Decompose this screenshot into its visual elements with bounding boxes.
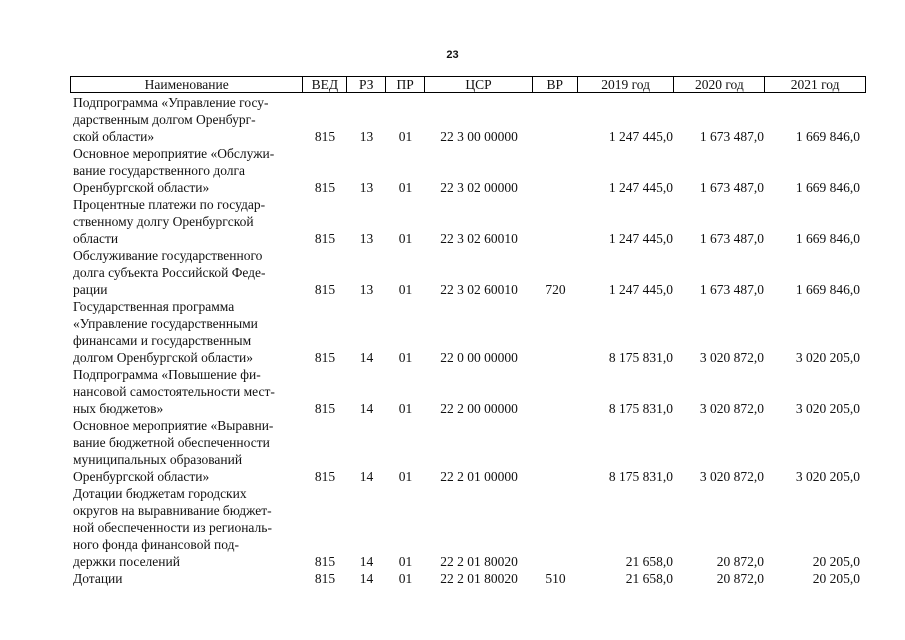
row-name bbox=[70, 417, 303, 485]
amount-2019: 1 247 445,0 bbox=[608, 129, 673, 144]
row-name bbox=[70, 145, 303, 196]
table-row bbox=[70, 94, 866, 145]
ved-cell: 815 bbox=[314, 571, 336, 586]
amount-2021: 1 669 846,0 bbox=[795, 129, 860, 144]
csr-cell: 22 3 02 60010 bbox=[440, 282, 518, 297]
amount-2021: 20 205,0 bbox=[812, 571, 860, 586]
table-row bbox=[70, 298, 866, 366]
table-row bbox=[70, 366, 866, 417]
row-name-line: Основное мероприятие «Выравни- bbox=[73, 418, 274, 433]
amount-2021: 1 669 846,0 bbox=[795, 231, 860, 246]
amount-2019: 1 247 445,0 bbox=[608, 282, 673, 297]
row-name-line: ных бюджетов» bbox=[73, 401, 164, 416]
amount-2020: 1 673 487,0 bbox=[699, 231, 764, 246]
vr-cell: 720 bbox=[545, 282, 566, 297]
table-row bbox=[70, 570, 866, 587]
row-name-line: вание бюджетной обеспеченности bbox=[73, 435, 270, 450]
row-name bbox=[70, 485, 303, 570]
csr-cell: 22 3 02 00000 bbox=[440, 180, 518, 195]
ved-cell: 815 bbox=[314, 180, 336, 195]
rz-cell: 13 bbox=[359, 282, 374, 297]
row-name-line: держки поселений bbox=[73, 554, 180, 569]
row-name-line: Подпрограмма «Управление госу- bbox=[73, 95, 269, 110]
row-name-line: Основное мероприятие «Обслужи- bbox=[73, 146, 275, 161]
csr-cell: 22 3 02 60010 bbox=[440, 231, 518, 246]
amount-2020: 1 673 487,0 bbox=[699, 282, 764, 297]
amount-2020: 3 020 872,0 bbox=[699, 401, 764, 416]
row-name bbox=[70, 366, 303, 417]
table-body bbox=[70, 94, 866, 587]
amount-2019: 21 658,0 bbox=[625, 554, 673, 569]
row-name bbox=[70, 94, 303, 145]
amount-2019: 8 175 831,0 bbox=[608, 469, 673, 484]
pr-cell: 01 bbox=[398, 282, 413, 297]
csr-cell: 22 2 00 00000 bbox=[440, 401, 518, 416]
row-name-line: Обслуживание государственного bbox=[73, 248, 263, 263]
header-csr: ЦСР bbox=[425, 77, 533, 92]
amount-2020: 20 872,0 bbox=[716, 554, 764, 569]
csr-cell: 22 2 01 80020 bbox=[440, 554, 518, 569]
amount-2020: 1 673 487,0 bbox=[699, 180, 764, 195]
ved-cell: 815 bbox=[314, 129, 336, 144]
table-header bbox=[70, 76, 866, 93]
header-pr: ПР bbox=[386, 77, 425, 92]
header-vr: ВР bbox=[533, 77, 578, 92]
pr-cell: 01 bbox=[398, 129, 413, 144]
rz-cell: 13 bbox=[359, 231, 374, 246]
pr-cell: 01 bbox=[398, 554, 413, 569]
row-name bbox=[70, 196, 303, 247]
row-name-line: долгом Оренбургской области» bbox=[73, 350, 253, 365]
table-row bbox=[70, 417, 866, 485]
amount-2020: 1 673 487,0 bbox=[699, 129, 764, 144]
header-2019: 2019 год bbox=[578, 77, 675, 92]
row-name-line: ной обеспеченности из региональ- bbox=[73, 520, 272, 535]
page-number: 23 bbox=[446, 49, 459, 61]
rz-cell: 14 bbox=[359, 469, 374, 484]
row-name-line: долга субъекта Российской Феде- bbox=[73, 265, 266, 280]
row-name-line: Оренбургской области» bbox=[73, 469, 210, 484]
ved-cell: 815 bbox=[314, 469, 336, 484]
amount-2019: 8 175 831,0 bbox=[608, 401, 673, 416]
table-row bbox=[70, 145, 866, 196]
row-name-line: Государственная программа bbox=[73, 299, 235, 314]
row-name-line: нансовой самостоятельности мест- bbox=[73, 384, 275, 399]
row-name-line: Процентные платежи по государ- bbox=[73, 197, 266, 212]
amount-2019: 1 247 445,0 bbox=[608, 231, 673, 246]
amount-2020: 3 020 872,0 bbox=[699, 350, 764, 365]
row-name-line: Подпрограмма «Повышение фи- bbox=[73, 367, 261, 382]
ved-cell: 815 bbox=[314, 282, 336, 297]
amount-2021: 1 669 846,0 bbox=[795, 180, 860, 195]
row-name-line: ственному долгу Оренбургской bbox=[73, 214, 254, 229]
pr-cell: 01 bbox=[398, 180, 413, 195]
row-name-line: финансами и государственным bbox=[73, 333, 252, 348]
csr-cell: 22 2 01 00000 bbox=[440, 469, 518, 484]
row-name-line: муниципальных образований bbox=[73, 452, 243, 467]
row-name-line: Дотации bbox=[73, 571, 123, 586]
amount-2019: 1 247 445,0 bbox=[608, 180, 673, 195]
header-2021: 2021 год bbox=[790, 77, 840, 92]
pr-cell: 01 bbox=[398, 401, 413, 416]
row-name bbox=[70, 247, 303, 298]
csr-cell: 22 3 00 00000 bbox=[440, 129, 518, 144]
pr-cell: 01 bbox=[398, 231, 413, 246]
rz-cell: 13 bbox=[359, 180, 374, 195]
ved-cell: 815 bbox=[314, 554, 336, 569]
ved-cell: 815 bbox=[314, 231, 336, 246]
csr-cell: 22 2 01 80020 bbox=[440, 571, 518, 586]
csr-cell: 22 0 00 00000 bbox=[440, 350, 518, 365]
amount-2021: 3 020 205,0 bbox=[795, 350, 860, 365]
table-row bbox=[70, 196, 866, 247]
rz-cell: 14 bbox=[359, 401, 374, 416]
row-name-line: дарственным долгом Оренбург- bbox=[73, 112, 256, 127]
pr-cell: 01 bbox=[398, 350, 413, 365]
row-name bbox=[70, 298, 303, 366]
ved-cell: 815 bbox=[314, 350, 336, 365]
table-row bbox=[70, 485, 866, 570]
amount-2021: 3 020 205,0 bbox=[795, 469, 860, 484]
vr-cell: 510 bbox=[545, 571, 566, 586]
pr-cell: 01 bbox=[398, 469, 413, 484]
amount-2020: 20 872,0 bbox=[716, 571, 764, 586]
rz-cell: 14 bbox=[359, 554, 374, 569]
row-name-line: области bbox=[73, 231, 119, 246]
rz-cell: 14 bbox=[359, 350, 374, 365]
header-name: Наименование bbox=[71, 77, 303, 92]
row-name-line: ного фонда финансовой под- bbox=[73, 537, 239, 552]
amount-2019: 21 658,0 bbox=[625, 571, 673, 586]
amount-2021: 1 669 846,0 bbox=[795, 282, 860, 297]
amount-2020: 3 020 872,0 bbox=[699, 469, 764, 484]
amount-2019: 8 175 831,0 bbox=[608, 350, 673, 365]
amount-2021: 3 020 205,0 bbox=[795, 401, 860, 416]
rz-cell: 14 bbox=[359, 571, 374, 586]
row-name-line: рации bbox=[73, 282, 108, 297]
row-name-line: Оренбургской области» bbox=[73, 180, 210, 195]
header-2020: 2020 год bbox=[674, 77, 765, 92]
ved-cell: 815 bbox=[314, 401, 336, 416]
pr-cell: 01 bbox=[398, 571, 413, 586]
row-name-line: округов на выравнивание бюджет- bbox=[73, 503, 272, 518]
row-name bbox=[70, 570, 303, 587]
row-name-line: ской области» bbox=[73, 129, 155, 144]
header-rz: РЗ bbox=[347, 77, 386, 92]
row-name-line: Дотации бюджетам городских bbox=[73, 486, 247, 501]
row-name-line: вание государственного долга bbox=[73, 163, 246, 178]
header-ved: ВЕД bbox=[303, 77, 347, 92]
table-row bbox=[70, 247, 866, 298]
amount-2021: 20 205,0 bbox=[812, 554, 860, 569]
rz-cell: 13 bbox=[359, 129, 374, 144]
row-name-line: «Управление государственными bbox=[73, 316, 258, 331]
